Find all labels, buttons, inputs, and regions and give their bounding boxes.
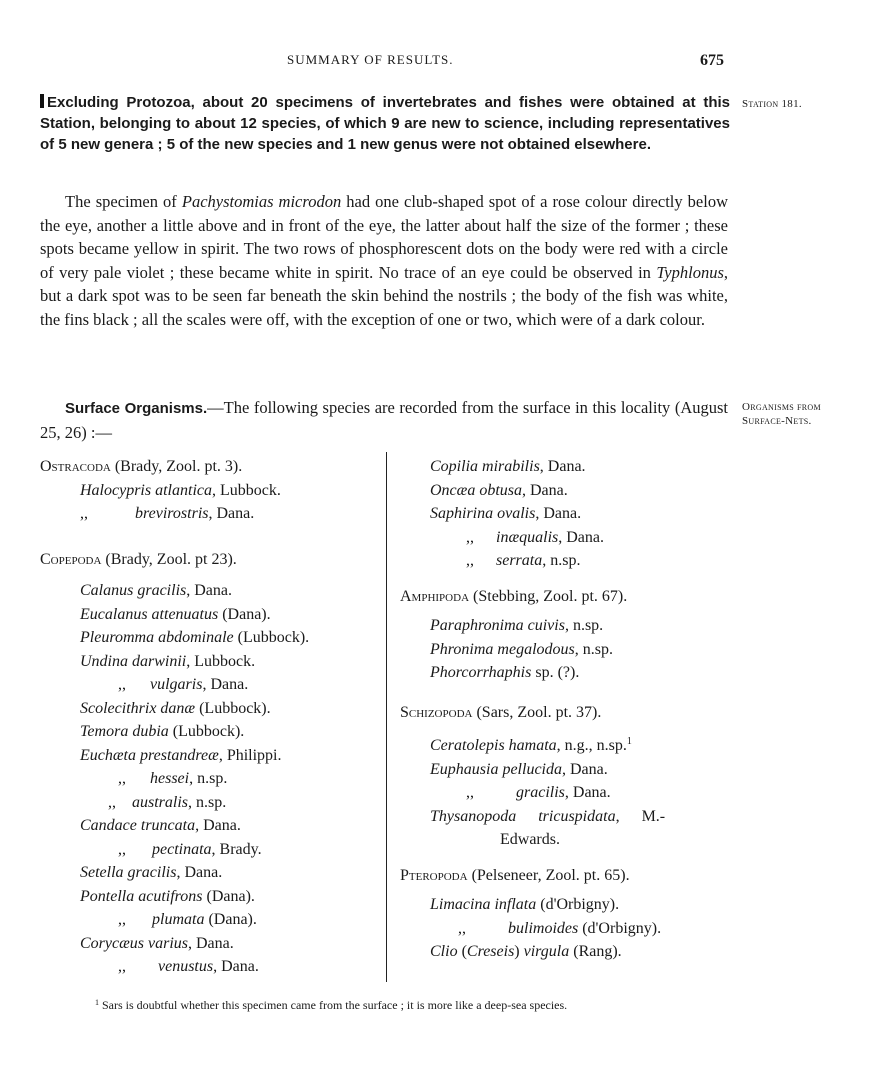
margin-note-line: Surface-Nets. — [742, 415, 812, 427]
species-entry: Calanus gracilis, Dana. — [80, 582, 232, 599]
margin-note-station: Station 181. — [742, 98, 802, 110]
species-entry: Setella gracilis, Dana. — [80, 864, 223, 881]
species-entry: Copilia mirabilis, Dana. — [430, 458, 586, 475]
species-entry: Phronima megalodous, n.sp. — [430, 640, 613, 658]
species-entry: Halocypris atlantica, Lubbock. — [80, 481, 281, 499]
species-entry: Eucalanus attenuatus (Dana). — [80, 605, 271, 623]
station-summary — [40, 92, 730, 155]
body-paragraph — [40, 190, 728, 331]
species-entry: Euphausia pellucida, Dana. — [430, 760, 608, 778]
species-entry: Scolecithrix danæ (Lubbock). — [80, 699, 271, 717]
para-text: , but a dark spot was to be seen far beneath the skin behind the nostrils ; the body of the fish was white, the fins black ; all the scales were off, with the exception of one or two, which were of a dark colour. — [40, 262, 728, 329]
species-entry: ,, inæqualis, Dana. — [466, 528, 604, 546]
species-name: Pachystomias microdon — [181, 192, 342, 211]
species-entry: Limacina inflata (d'Orbigny). — [430, 896, 620, 913]
species-entry: ,, plumata (Dana). — [118, 911, 257, 928]
species-entry: Pleuromma abdominale (Lubbock). — [80, 629, 310, 646]
footnote-text: Sars is doubtful whether this specimen came from the surface ; it is more like a deep-sea species. — [99, 998, 568, 1012]
group-heading-pteropoda: Pteropoda (Pelseneer, Zool. pt. 65). — [400, 866, 630, 884]
species-entry: Phorcorrhaphis sp. (?). — [430, 664, 580, 681]
species-entry: Paraphronima cuivis, n.sp. — [430, 617, 604, 634]
species-entry: ,, serrata, n.sp. — [466, 552, 581, 569]
para-text: had one club-shaped spot of a rose colour directly below the eye, another a little above and in front of the eye, the latter about half the size of the former ; these spots became yellow in spirit. The two rows of phosphorescent dots on the body were red with a circle of very pale violet ; these became white in spirit. No trace of an eye could be observed in — [40, 192, 728, 282]
species-entry: Undina darwinii, Lubbock. — [80, 652, 256, 670]
para-text: The specimen of — [65, 192, 182, 211]
page-number: 675 — [700, 52, 724, 69]
species-entry: Candace truncata, Dana. — [80, 817, 241, 834]
group-heading-copepoda: Copepoda (Brady, Zool. pt 23). — [40, 550, 237, 568]
species-entry: Saphirina ovalis, Dana. — [430, 505, 582, 522]
surface-organisms-paragraph — [40, 396, 728, 444]
section-text: —The following species are recorded from the surface in this locality (August 25, 26) :— — [40, 398, 728, 442]
species-entry: Temora dubia (Lubbock). — [80, 723, 245, 740]
footnote-ref: 1 — [626, 736, 632, 747]
species-entry: Euchæta prestandreæ, Philippi. — [80, 746, 282, 764]
species-entry: ,, bulimoides (d'Orbigny). — [458, 919, 662, 937]
species-entry: Thysanopoda tricuspidata, M.- — [430, 807, 666, 825]
species-entry: ,, hessei, n.sp. — [118, 770, 228, 787]
station-summary-text: Excluding Protozoa, about 20 specimens of invertebrates and fishes were obtained at this Station, belonging to about 12 species, of which 9 are new to science, including representatives of 5 new genera ; 5 of the new species and 1 new genus were not obtained elsewhere. — [40, 94, 730, 153]
left-column — [40, 455, 309, 979]
group-heading-amphipoda: Amphipoda (Stebbing, Zool. pt. 67). — [400, 587, 628, 605]
margin-note-organisms — [742, 400, 821, 428]
paragraph-marker-icon — [40, 94, 44, 108]
group-heading-ostracoda: Ostracoda (Brady, Zool. pt. 3). — [40, 458, 243, 475]
section-heading: Surface Organisms. — [65, 400, 208, 417]
right-column — [400, 455, 665, 964]
species-entry: ,, australis, n.sp. — [108, 793, 227, 811]
species-entry: ,, vulgaris, Dana. — [118, 676, 249, 693]
genus-name: Typhlonus — [656, 262, 724, 282]
footnote-mark: 1 — [95, 998, 99, 1007]
group-heading-schizopoda: Schizopoda (Sars, Zool. pt. 37). — [400, 703, 602, 721]
species-entry: ,, gracilis, Dana. — [466, 784, 611, 801]
column-divider — [386, 452, 387, 982]
species-entry: Ceratolepis hamata, n.g., n.sp.$^1$ — [430, 736, 632, 754]
running-title: SUMMARY OF RESULTS. — [287, 52, 454, 67]
species-entry-continued: Edwards. — [500, 831, 560, 848]
margin-note-line: Organisms from — [742, 401, 821, 413]
species-entry: Pontella acutifrons (Dana). — [80, 887, 255, 905]
species-entry: ,, pectinata, Brady. — [118, 840, 262, 858]
species-entry: ,, brevirostris, Dana. — [80, 505, 255, 522]
footnote — [95, 998, 567, 1013]
species-entry: Corycæus varius, Dana. — [80, 934, 234, 952]
species-entry: ,, venustus, Dana. — [118, 958, 259, 975]
species-entry: Clio (Creseis) virgula (Rang). — [430, 943, 622, 960]
species-entry: Oncæa obtusa, Dana. — [430, 481, 568, 499]
